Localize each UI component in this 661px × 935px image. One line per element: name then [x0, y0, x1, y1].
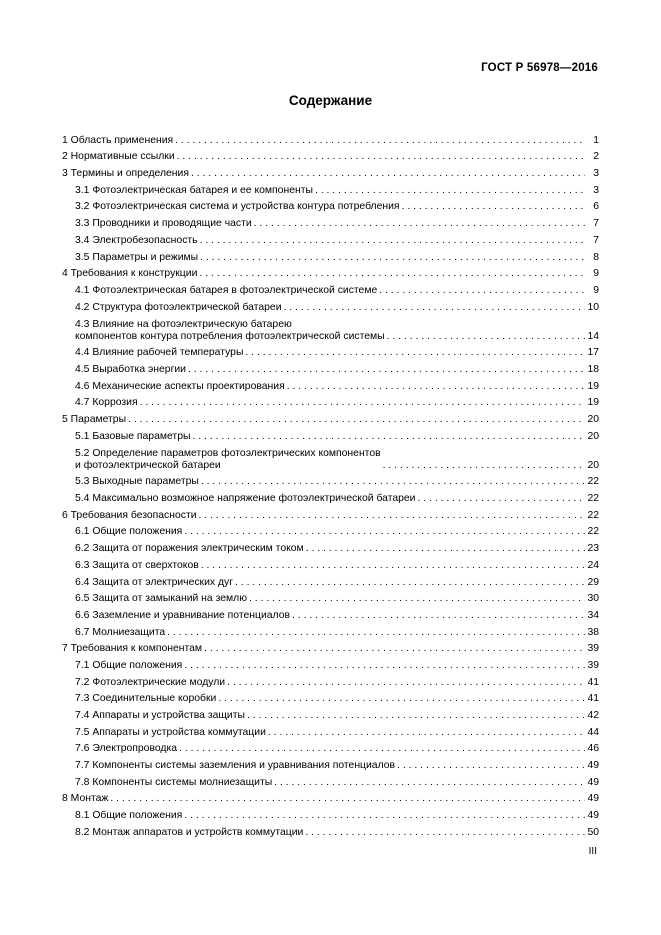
toc-leader-dots — [218, 693, 585, 705]
toc-entry[interactable] — [62, 555, 599, 572]
toc-entry[interactable] — [62, 572, 599, 589]
toc-entry[interactable] — [62, 163, 599, 180]
toc-entry-label: 7.1 Общие положения — [75, 659, 183, 671]
toc-entry[interactable] — [62, 147, 599, 164]
toc-leader-dots — [200, 252, 585, 264]
page-title: Содержание — [288, 93, 373, 108]
toc-leader-dots — [305, 827, 585, 839]
toc-entry[interactable] — [62, 605, 599, 622]
toc-entry-label: 4.1 Фотоэлектрическая батарея в фотоэлектрической системе — [75, 284, 378, 296]
toc-page-number: 22 — [587, 509, 599, 521]
toc-leader-dots — [387, 331, 585, 343]
toc-entry-label: 6.2 Защита от поражения электрическим током — [75, 543, 304, 555]
toc-page-number: 9 — [593, 284, 599, 296]
page-folio: III — [588, 846, 597, 857]
toc-leader-dots — [192, 431, 585, 443]
toc-leader-dots — [191, 168, 585, 180]
toc-entry-label: 7.8 Компоненты системы молниезащиты — [75, 776, 273, 788]
toc-leader-dots — [200, 235, 585, 247]
toc-entry[interactable] — [62, 589, 599, 606]
toc-page-number: 49 — [587, 793, 599, 805]
standard-number: ГОСТ Р 56978—2016 — [481, 62, 598, 74]
toc-leader-dots — [254, 218, 585, 230]
toc-entry[interactable] — [62, 639, 599, 656]
toc-entry[interactable] — [62, 247, 599, 264]
toc-page-number: 41 — [587, 676, 599, 688]
toc-entry-label: 8.2 Монтаж аппаратов и устройств коммутации — [75, 826, 304, 838]
toc-leader-dots — [184, 660, 585, 672]
toc-page-number: 22 — [587, 476, 599, 488]
toc-page-number: 49 — [587, 810, 599, 822]
toc-entry-label: 7.7 Компоненты системы заземления и уравнивания потенциалов — [75, 760, 396, 772]
toc-leader-dots — [188, 364, 585, 376]
toc-page-number: 14 — [587, 330, 599, 342]
toc-entry[interactable] — [62, 393, 599, 410]
toc-leader-dots — [201, 560, 585, 572]
toc-entry-label: 7.5 Аппараты и устройства коммутации — [75, 726, 266, 738]
toc-leader-dots — [184, 526, 585, 538]
toc-entry-label: 3.3 Проводники и проводящие части — [75, 218, 252, 230]
toc-entry-label: 8.1 Общие положения — [75, 810, 183, 822]
toc-entry[interactable] — [62, 297, 599, 314]
toc-entry-label: 3.4 Электробезопасность — [75, 234, 198, 246]
toc-entry[interactable] — [62, 443, 599, 472]
toc-entry[interactable] — [62, 705, 599, 722]
toc-entry[interactable] — [62, 280, 599, 297]
toc-entry-label: 7 Требования к компонентам — [62, 643, 203, 655]
toc-leader-dots — [383, 460, 585, 472]
toc-leader-dots — [167, 627, 585, 639]
toc-leader-dots — [110, 793, 585, 805]
toc-leader-dots — [315, 185, 585, 197]
toc-entry-label: 4.4 Влияние рабочей температуры — [75, 347, 244, 359]
toc-leader-dots — [418, 493, 586, 505]
toc-page-number: 49 — [587, 776, 599, 788]
toc-leader-dots — [199, 510, 585, 522]
toc-entry[interactable] — [62, 622, 599, 639]
toc-entry[interactable] — [62, 426, 599, 443]
toc-page-number: 19 — [587, 397, 599, 409]
toc-page-number: 42 — [587, 710, 599, 721]
toc-leader-dots — [249, 593, 585, 605]
toc-entry-label — [75, 319, 385, 343]
toc-page-number: 22 — [587, 493, 599, 505]
toc-entry-label: 4.2 Структура фотоэлектрической батареи — [75, 301, 282, 313]
toc-page-number: 38 — [587, 626, 599, 638]
toc-entry-label: 1 Область применения — [62, 134, 174, 146]
toc-page-number: 19 — [587, 380, 599, 392]
table-of-contents — [62, 130, 599, 839]
toc-entry-label: 5.4 Максимально возможное напряжение фотоэлектрической батареи — [75, 493, 416, 505]
toc-page-number: 7 — [593, 218, 599, 230]
toc-entry-label: 6.7 Молниезащита — [75, 626, 166, 638]
toc-page-number: 44 — [587, 726, 599, 738]
toc-entry-label: 5 Параметры — [62, 414, 127, 425]
toc-entry-label — [75, 448, 381, 472]
toc-leader-dots — [402, 201, 585, 213]
toc-entry[interactable] — [62, 314, 599, 343]
toc-entry[interactable] — [62, 409, 599, 426]
toc-page-number: 1 — [593, 134, 599, 146]
toc-entry-label: 5.1 Базовые параметры — [75, 430, 191, 442]
toc-entry[interactable] — [62, 130, 599, 147]
toc-entry[interactable] — [62, 689, 599, 706]
toc-entry-label: 8 Монтаж — [62, 793, 109, 805]
toc-page-number: 30 — [587, 593, 599, 605]
toc-leader-dots — [247, 710, 585, 722]
toc-entry-label: 7.4 Аппараты и устройства защиты — [75, 710, 245, 721]
toc-entry-label: 7.2 Фотоэлектрические модули — [75, 676, 226, 688]
toc-entry[interactable] — [62, 538, 599, 555]
toc-page-number: 23 — [587, 543, 599, 555]
toc-leader-dots — [227, 677, 585, 689]
toc-entry[interactable] — [62, 822, 599, 839]
toc-leader-dots — [245, 347, 585, 359]
toc-leader-dots — [140, 397, 585, 409]
toc-leader-dots — [306, 543, 585, 555]
toc-leader-dots — [235, 577, 585, 589]
toc-entry-label: 6.6 Заземление и уравнивание потенциалов — [75, 609, 291, 621]
toc-entry-label: 6.5 Защита от замыканий на землю — [75, 593, 248, 605]
toc-entry-label-line1: 5.2 Определение параметров фотоэлектрических компонентов — [75, 447, 381, 459]
toc-page-number: 20 — [587, 459, 599, 471]
toc-entry[interactable] — [62, 180, 599, 197]
toc-entry-label: 4.7 Коррозия — [75, 397, 138, 409]
toc-entry-label: 6.1 Общие положения — [75, 526, 183, 538]
toc-leader-dots — [287, 381, 585, 393]
toc-leader-dots — [274, 777, 585, 789]
toc-page-number: 20 — [587, 430, 599, 442]
toc-entry-label: 4 Требования к конструкции — [62, 268, 198, 280]
toc-entry-label: 3.2 Фотоэлектрическая система и устройства контура потребления — [75, 201, 400, 213]
toc-leader-dots — [292, 610, 585, 622]
toc-entry[interactable] — [62, 343, 599, 360]
toc-entry-label: 3.5 Параметры и режимы — [75, 251, 199, 263]
toc-page-number: 2 — [593, 151, 599, 163]
toc-page-number: 49 — [587, 760, 599, 772]
toc-page-number: 50 — [587, 826, 599, 838]
toc-entry-label-line1: 4.3 Влияние на фотоэлектрическую батарею — [75, 318, 292, 330]
toc-page-number: 7 — [593, 234, 599, 246]
toc-leader-dots — [379, 285, 585, 297]
toc-page-number: 29 — [587, 576, 599, 588]
toc-leader-dots — [204, 643, 585, 655]
toc-page-number: 24 — [587, 559, 599, 571]
toc-entry[interactable] — [62, 213, 599, 230]
toc-page-number: 8 — [593, 251, 599, 263]
toc-entry[interactable] — [62, 488, 599, 505]
toc-entry-label-line2: и фотоэлектрической батареи — [75, 459, 221, 471]
toc-leader-dots — [199, 268, 585, 280]
toc-entry[interactable] — [62, 672, 599, 689]
toc-page-number: 9 — [593, 268, 599, 280]
toc-entry-label: 6.3 Защита от сверхтоков — [75, 559, 199, 571]
toc-entry-label-line2: компонентов контура потребления фотоэлектрической системы — [75, 330, 385, 342]
toc-leader-dots — [201, 476, 585, 488]
toc-entry-label: 4.6 Механические аспекты проектирования — [75, 380, 285, 392]
toc-entry-label: 4.5 Выработка энергии — [75, 363, 186, 375]
toc-leader-dots — [268, 727, 585, 739]
toc-entry[interactable] — [62, 789, 599, 806]
toc-page-number: 3 — [593, 168, 599, 180]
toc-leader-dots — [284, 302, 585, 314]
toc-entry[interactable] — [62, 655, 599, 672]
toc-leader-dots — [175, 135, 585, 147]
toc-entry[interactable] — [62, 722, 599, 739]
toc-entry-label: 7.3 Соединительные коробки — [75, 693, 217, 705]
toc-page-number: 20 — [587, 414, 599, 425]
toc-page-number: 10 — [587, 301, 599, 313]
toc-entry[interactable] — [62, 772, 599, 789]
toc-page-number: 6 — [593, 201, 599, 213]
toc-entry-label: 3 Термины и определения — [62, 168, 189, 180]
toc-entry[interactable] — [62, 264, 599, 281]
toc-entry-label: 6 Требования безопасности — [62, 509, 197, 521]
toc-page-number: 3 — [593, 184, 599, 196]
toc-entry[interactable] — [62, 359, 599, 376]
toc-entry-label: 7.6 Электропроводка — [75, 743, 178, 755]
toc-page-number: 39 — [587, 643, 599, 655]
toc-entry-label: 2 Нормативные ссылки — [62, 151, 175, 163]
toc-entry[interactable] — [62, 505, 599, 522]
toc-leader-dots — [184, 810, 585, 822]
toc-leader-dots — [397, 760, 585, 772]
toc-page-number: 41 — [587, 693, 599, 705]
toc-page-number: 46 — [587, 743, 599, 755]
toc-page-number: 34 — [587, 609, 599, 621]
toc-leader-dots — [128, 414, 585, 426]
toc-leader-dots — [177, 151, 585, 163]
toc-entry-label: 6.4 Защита от электрических дуг — [75, 576, 234, 588]
toc-page-number: 39 — [587, 659, 599, 671]
toc-page-number: 22 — [587, 526, 599, 538]
toc-entry[interactable] — [62, 197, 599, 214]
toc-entry[interactable] — [62, 472, 599, 489]
toc-entry[interactable] — [62, 230, 599, 247]
toc-entry[interactable] — [62, 739, 599, 756]
toc-entry[interactable] — [62, 522, 599, 539]
toc-entry[interactable] — [62, 805, 599, 822]
toc-leader-dots — [179, 743, 585, 755]
toc-entry-label: 3.1 Фотоэлектрическая батарея и ее компоненты — [75, 184, 313, 196]
toc-entry[interactable] — [62, 755, 599, 772]
toc-page-number: 18 — [587, 363, 599, 375]
toc-page-number: 17 — [587, 347, 599, 359]
toc-entry-label: 5.3 Выходные параметры — [75, 476, 199, 488]
toc-entry[interactable] — [62, 376, 599, 393]
